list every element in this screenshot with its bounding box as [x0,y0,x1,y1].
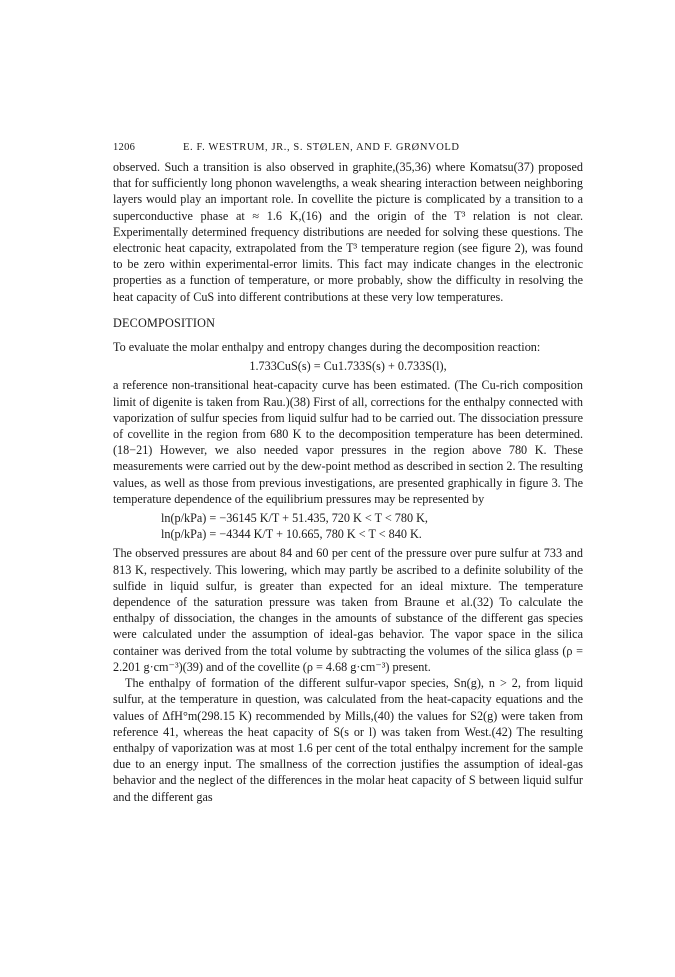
paragraph-1: observed. Such a transition is also observed in graphite,(35,36) where Komatsu(37) proposed that for sufficiently long phonon wavelengths, a weak shearing interaction between neighboring layers would play an important role. In covellite the picture is complicated by a transition to a superconductive phase at ≈ 1.6 K,(16) and the origin of the T³ relation is not clear. Experimentally determined frequency distributions are needed for solving these questions. The electronic heat capacity, extrapolated from the T³ temperature region (see figure 2), was found to be zero within experimental-error limits. This fact may indicate changes in the electronic properties as a function of temperature, or more probably, show the difficulty in resolving the heat capacity of CuS into different contributions at these very low temperatures. [113,160,583,304]
article-body [113,159,583,805]
paragraph-5: The enthalpy of formation of the different sulfur-vapor species, Sn(g), n > 2, from liquid sulfur, at the temperature in question, was calculated from the heat-capacity equations and the values of ΔfH°m(298.15 K) recommended by Mills,(40) the values for S2(g) were taken from reference 41, whereas the heat capacity of S(s or l) was taken from West.(42) The resulting enthalpy of vaporization was at most 1.6 per cent of the total enthalpy increment for the sample due to an energy input. The smallness of the correction justifies the assumption of ideal-gas behavior and the neglect of the differences in the molar heat capacity of S between liquid sulfur and the different gas [113,676,583,804]
pressure-equation-2: ln(p/kPa) = −4344 K/T + 10.665, 780 K < T < 840 K. [161,527,422,542]
page-header [113,140,583,156]
paragraph-3: a reference non-transitional heat-capacity curve has been estimated. (The Cu-rich composition limit of digenite is taken from Rau.)(38) First of all, corrections for the enthalpy connected with vaporization of sulfur species from liquid sulfur had to be carried out. The dissociation pressure of covellite in the region from 680 K to the decomposition temperature has been determined.(18−21) However, we also needed vapor pressures in the region above 780 K. These measurements were carried out by the dew-point method as described in section 2. The resulting values, as well as those from previous investigations, are presented graphically in figure 3. The temperature dependence of the equilibrium pressures may be represented by [113,378,583,506]
paragraph-2: To evaluate the molar enthalpy and entropy changes during the decomposition reaction: [113,340,541,355]
page-number: 1206 [113,142,136,153]
running-head: E. F. WESTRUM, JR., S. STØLEN, AND F. GRØNVOLD [183,142,460,153]
paragraph-4: The observed pressures are about 84 and 60 per cent of the pressure over pure sulfur at 733 and 813 K, respectively. This lowering, which may partly be ascribed to a definite solubility of the sulfide in liquid sulfur, is greater than expected for an ideal mixture. The temperature dependence of the saturation pressure was taken from Braune et al.(32) To calculate the enthalpy of dissociation, the changes in the amounts of substance of the different gas species were calculated under the assumption of ideal-gas behavior. The vapor space in the silica container was derived from the total volume by subtracting the volumes of the silica glass (ρ = 2.201 g·cm⁻³)(39) and of the covellite (ρ = 4.68 g·cm⁻³) present. [113,546,583,674]
pressure-equations [161,510,583,542]
reaction-equation: 1.733CuS(s) = Cu1.733S(s) + 0.733S(l), [249,359,447,374]
section-heading: DECOMPOSITION [113,315,216,330]
pressure-equation-1: ln(p/kPa) = −36145 K/T + 51.435, 720 K < T < 780 K, [161,511,428,526]
